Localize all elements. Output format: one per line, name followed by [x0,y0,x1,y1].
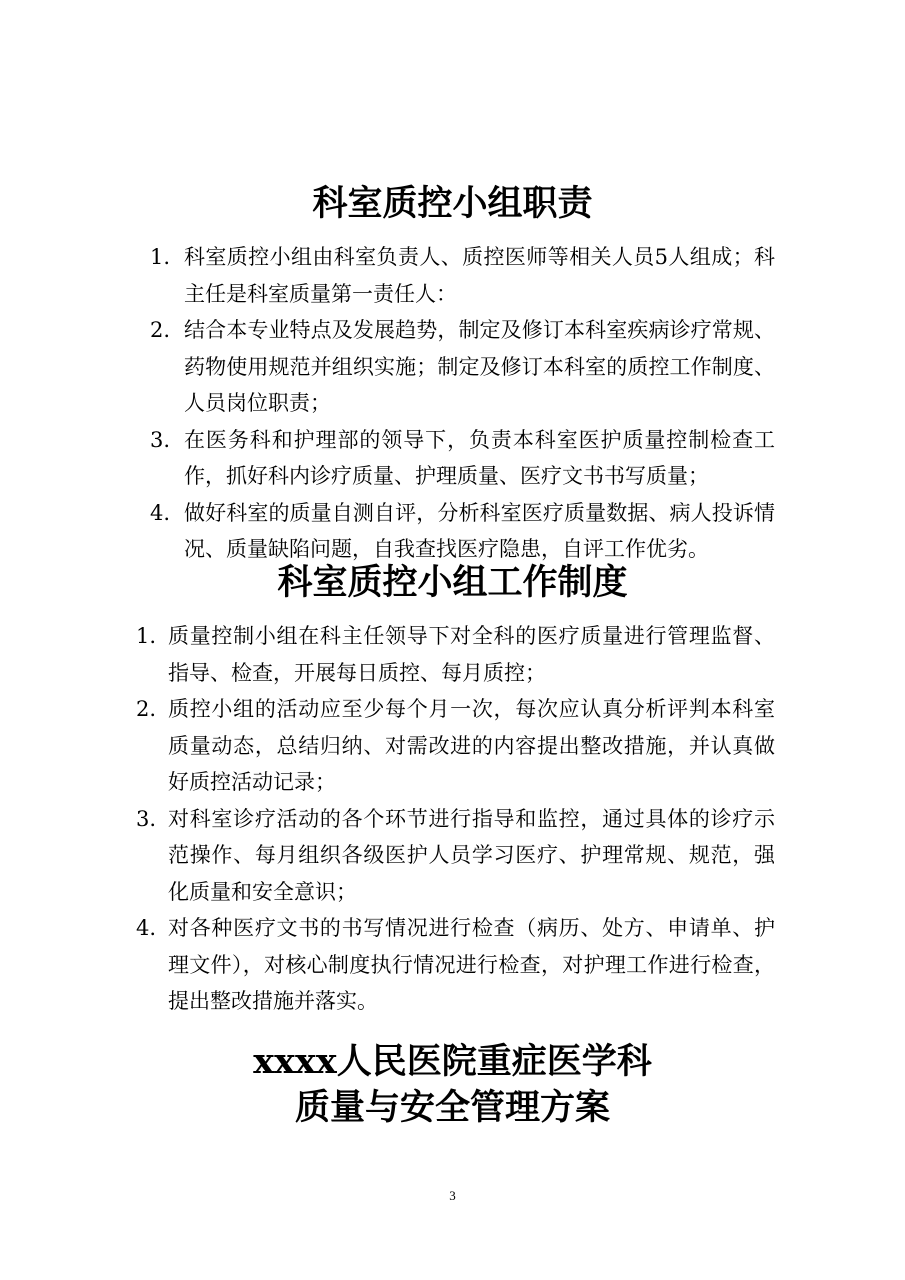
list-item-text: 质控小组的活动应至少每个月一次，每次应认真分析评判本科室质量动态，总结归纳、对需改进的内容提出整改措施，并认真做好质控活动记录； [168,697,775,794]
section-title-plan-line1: xxxx人民医院重症医学科 [253,1041,652,1082]
list-item-number: 2. [136,697,157,721]
list-item-text: 质量控制小组在科主任领导下对全科的医疗质量进行管理监督、指导、检查，开展每日质控、每月质控； [168,624,775,685]
list-item [150,422,775,495]
list-item [150,495,775,568]
list-item [150,312,775,422]
list-item-text: 在医务科和护理部的领导下，负责本科室医护质量控制检查工作，抓好科内诊疗质量、护理质量、医疗文书书写质量； [184,427,775,488]
list-item-number: 2. [150,318,171,342]
list-item [136,910,775,1020]
list-item-number: 4. [136,916,157,940]
section-title-duties: 科室质控小组职责 [312,183,593,224]
list-item-number: 3. [136,806,157,831]
list-item-number: 3. [150,427,171,452]
list-item-text: 做好科室的质量自测自评，分析科室医疗质量数据、病人投诉情况、质量缺陷问题，自我查找医疗隐患，自评工作优劣。 [184,500,775,561]
list-item-text: 科室质控小组由科室负责人、质控医师等相关人员5人组成；科主任是科室质量第一责任人： [184,245,775,306]
list-item [136,801,775,911]
work-rules-list [136,618,775,1020]
page-number: 3 [449,1188,456,1203]
list-item-number: 4. [150,500,171,525]
list-item-text: 对科室诊疗活动的各个环节进行指导和监控，通过具体的诊疗示范操作、每月组织各级医护人员学习医疗、护理常规、规范，强化质量和安全意识； [168,806,775,904]
list-item [136,691,775,801]
list-item-text: 结合本专业特点及发展趋势，制定及修订本科室疾病诊疗常规、药物使用规范并组织实施；制定及修订本科室的质控工作制度、人员岗位职责； [184,318,775,415]
list-item-number: 1. [150,245,171,269]
list-item-text: 对各种医疗文书的书写情况进行检查（病历、处方、申请单、护理文件），对核心制度执行情况进行检查，对护理工作进行检查，提出整改措施并落实。 [168,916,775,1013]
list-item [136,618,775,691]
list-item-number: 1. [136,624,157,648]
list-item [150,239,775,312]
section-title-plan-line2: 质量与安全管理方案 [294,1087,610,1128]
section-title-work-rules: 科室质控小组工作制度 [277,562,628,603]
duties-list [150,239,775,568]
